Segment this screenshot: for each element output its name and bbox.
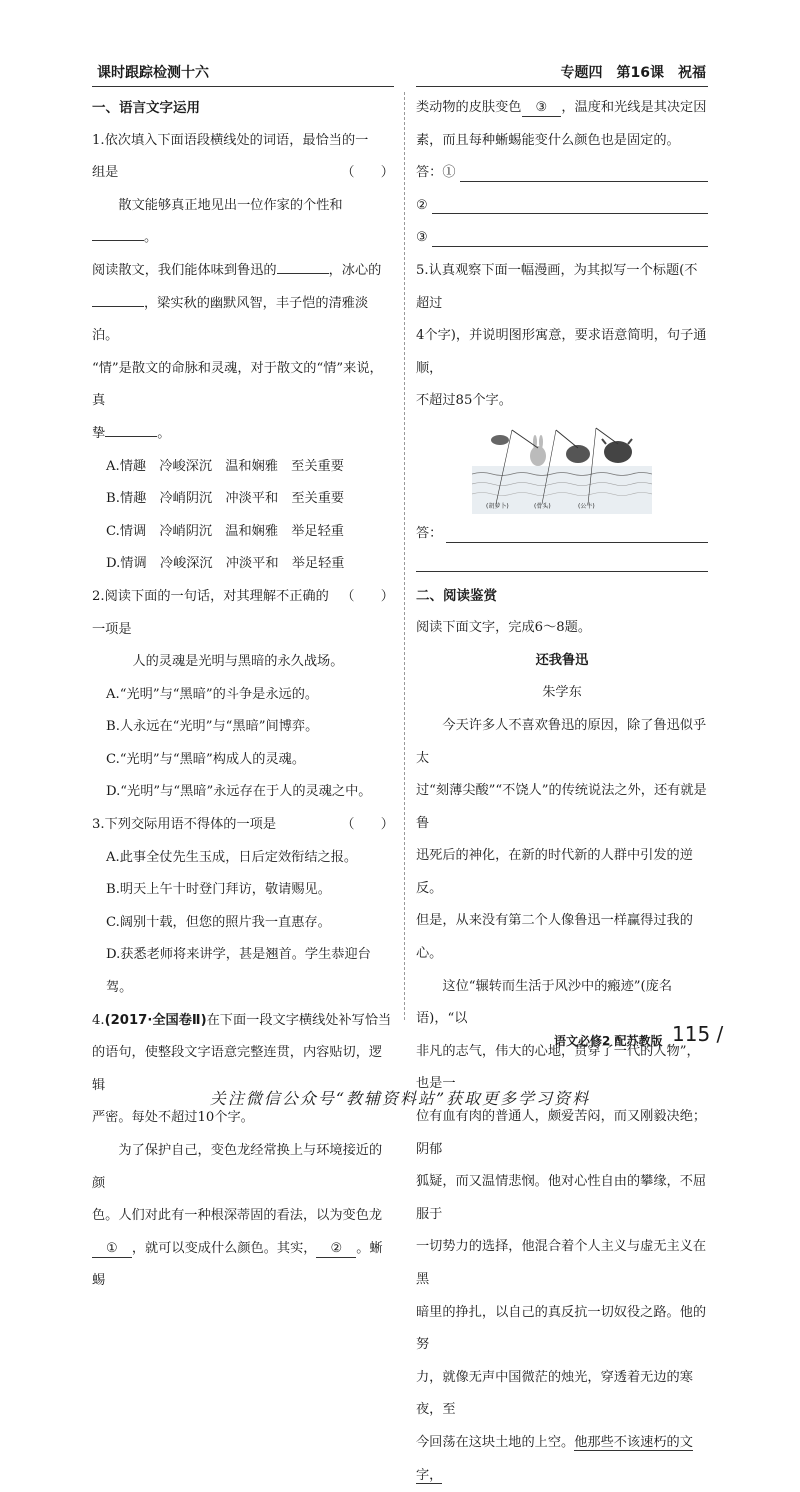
section-heading-2: 二、阅读鉴赏 bbox=[416, 587, 497, 604]
q1-passage-2b: ，冰心的 bbox=[328, 262, 382, 278]
article-author: 朱学东 bbox=[542, 685, 582, 701]
bull-figure bbox=[604, 441, 632, 463]
q1-answer-paren[interactable]: （ ） bbox=[341, 165, 394, 181]
q1-option-d: D.情调 冷峻深沉 冲淡平和 举足轻重 bbox=[106, 556, 345, 572]
q2-option-b: B.人永远在“光明”与“黑暗”间博弈。 bbox=[106, 719, 319, 735]
cartoon-label-bone: (骨头) bbox=[534, 502, 551, 510]
q3-option-c: C.阔别十载，但您的照片我一直惠存。 bbox=[106, 914, 331, 930]
q5-stem-2: 4个字)，并说明图形寓意，要求语意简明，句子通顺， bbox=[416, 328, 707, 376]
bird-figure bbox=[491, 435, 509, 445]
q4-stem-c: 严密。每处不超过10个字。 bbox=[92, 1110, 254, 1126]
q4-cont-1b: ，温度和光线是其决定因 bbox=[561, 100, 707, 115]
q1-passage-1-end: 。 bbox=[144, 230, 158, 246]
q4-answer-2-label: ② bbox=[416, 197, 428, 213]
q1-blank-4 bbox=[105, 422, 157, 437]
q5-answer-label: 答： bbox=[416, 525, 443, 541]
cartoon-label-bull: (公牛) bbox=[578, 502, 595, 510]
article-line: 但是，从来没有第二个人像鲁迅一样赢得过我的心。 bbox=[416, 913, 693, 962]
header-right: 专题四 第16课 祝福 bbox=[560, 65, 706, 81]
q3-option-a: A.此事全仗先生玉成，日后定效衔结之报。 bbox=[106, 849, 358, 865]
article-line: 今天许多人不喜欢鲁迅的原因，除了鲁迅似乎太 bbox=[416, 717, 707, 766]
q4-passage-2: 色。人们对此有一种根深蒂固的看法，以为变色龙 bbox=[92, 1208, 383, 1224]
q3-stem: 3.下列交际用语不得体的一项是 bbox=[92, 817, 277, 833]
reading-intro: 阅读下面文字，完成6～8题。 bbox=[416, 620, 592, 636]
q4-passage-3a: ，就可以变成什么颜色。其实， bbox=[131, 1240, 317, 1256]
rabbit-figure bbox=[530, 446, 546, 466]
q5-answer-line-1[interactable] bbox=[446, 522, 708, 543]
page-number: 115 / bbox=[672, 1022, 724, 1046]
q4-blank-2: ② bbox=[316, 1241, 356, 1258]
article-paragraph-1 bbox=[416, 710, 708, 971]
q4-passage-1: 为了保护自己，变色龙经常换上与环境接近的颜 bbox=[92, 1143, 383, 1191]
q2-answer-paren[interactable]: （ ） bbox=[341, 588, 394, 604]
question-1 bbox=[92, 125, 394, 581]
q1-blank-1 bbox=[92, 226, 144, 241]
q4-stem-a: 在下面一段文字横线处补写恰当 bbox=[206, 1012, 392, 1028]
question-4 bbox=[92, 1005, 394, 1298]
q2-option-d: D.“光明”与“黑暗”永远存在于人的灵魂之中。 bbox=[106, 784, 372, 800]
column-divider bbox=[404, 92, 405, 1020]
article-line-end: 今回荡在这块土地的上空。 bbox=[416, 1434, 575, 1450]
article-underlined-sentence: 他那些不该速朽的文字， bbox=[416, 1434, 693, 1483]
q4-stem-b: 的语句，使整段文字语意完整连贯，内容贴切，逻辑 bbox=[92, 1045, 383, 1093]
q5-answer-line-2[interactable] bbox=[416, 551, 708, 572]
q4-blank-3: ③ bbox=[522, 100, 562, 117]
q1-passage-2a: 阅读散文，我们能体味到鲁迅的 bbox=[92, 262, 277, 278]
header-rule-left bbox=[92, 86, 394, 87]
question-2 bbox=[92, 581, 394, 809]
q4-cont-2: 素，而且每种蜥蜴能变什么颜色也是固定的。 bbox=[416, 132, 680, 148]
q5-stem-3: 不超过85个字。 bbox=[416, 393, 512, 409]
q1-passage-4: “情”是散文的命脉和灵魂，对于散文的“情”来说，真 bbox=[92, 360, 383, 409]
q4-number: 4. bbox=[92, 1012, 105, 1028]
q1-blank-2 bbox=[277, 259, 329, 274]
q1-passage-3: ，梁实秋的幽默风智，丰子恺的清雅淡泊。 bbox=[92, 295, 369, 344]
q1-option-b: B.情趣 冷峭阴沉 冲淡平和 至关重要 bbox=[106, 491, 345, 507]
cartoon-label-carrot: (胡萝卜) bbox=[486, 502, 509, 510]
q2-quote: 人的灵魂是光明与黑暗的永久战场。 bbox=[132, 654, 344, 670]
article-line: 力，就像无声中国微茫的烛光，穿透着无边的寒夜，至 bbox=[416, 1369, 693, 1418]
fishing-cartoon-image bbox=[472, 426, 652, 514]
right-column bbox=[416, 92, 708, 1492]
article-line: 暗里的挣扎，以自己的真反抗一切奴役之路。他的努 bbox=[416, 1304, 707, 1353]
left-column bbox=[92, 92, 394, 1298]
section-heading-1: 一、语言文字运用 bbox=[92, 100, 200, 116]
footer-note: 关注微信公众号“教辅资料站”获取更多学习资料 bbox=[209, 1089, 591, 1108]
q1-option-c: C.情调 冷峭阴沉 温和娴雅 举足轻重 bbox=[106, 523, 344, 539]
q4-answer-1-label: 答：① bbox=[416, 165, 456, 181]
q1-stem-b: 组是 bbox=[92, 165, 119, 181]
article-line: 这位“辗转而生活于风沙中的瘢迹”(庞名语)，“以 bbox=[416, 978, 673, 1027]
question-3 bbox=[92, 809, 394, 1005]
question-5 bbox=[416, 255, 708, 572]
q5-stem-1: 5.认真观察下面一幅漫画，为其拟写一个标题(不超过 bbox=[416, 262, 698, 311]
header-rule-right bbox=[416, 86, 708, 87]
q3-option-d: D.获悉老师将来讲学，甚是翘首。学生恭迎台驾。 bbox=[106, 947, 371, 996]
q3-answer-paren[interactable]: （ ） bbox=[341, 817, 394, 833]
article-line: 位有血有肉的普通人，颇爱苦闷，而又刚毅决绝；阴郁 bbox=[416, 1109, 707, 1157]
q4-blank-1: ① bbox=[92, 1241, 132, 1258]
q4-answer-1-line[interactable] bbox=[460, 161, 708, 182]
article-line: 狐疑，而又温情悲悯。他对心性自由的攀缘，不屈服于 bbox=[416, 1174, 707, 1222]
article-line: 一切势力的选择，他混合着个人主义与虚无主义在黑 bbox=[416, 1239, 707, 1287]
q2-stem: 2.阅读下面的一句话，对其理解不正确的一项是 bbox=[92, 588, 329, 637]
q4-passage-3b: 。蜥蜴 bbox=[92, 1240, 383, 1289]
q4-answer-3-label: ③ bbox=[416, 230, 428, 246]
article-line: 迅死后的神化，在新的时代新的人群中引发的逆反。 bbox=[416, 848, 693, 896]
q4-source-tag: (2017·全国卷Ⅱ) bbox=[104, 1012, 207, 1028]
article-line: 过“刻薄尖酸”“不饶人”的传统说法之外，还有就是鲁 bbox=[416, 783, 707, 831]
q1-passage-1: 散文能够真正地见出一位作家的个性和 bbox=[118, 197, 343, 213]
article-line: 非凡的志气，伟大的心地，贯穿了一代的人物”，也是一 bbox=[416, 1043, 700, 1092]
q4-answer-3-line[interactable] bbox=[432, 226, 708, 247]
q1-blank-3 bbox=[92, 292, 144, 307]
q4-cont-1a: 类动物的皮肤变色 bbox=[416, 100, 522, 115]
q4-answer-2-line[interactable] bbox=[432, 193, 708, 214]
article-title: 还我鲁迅 bbox=[535, 652, 589, 668]
q1-passage-5-end: 。 bbox=[157, 425, 171, 441]
q2-option-c: C.“光明”与“黑暗”构成人的灵魂。 bbox=[106, 751, 306, 767]
q2-option-a: A.“光明”与“黑暗”的斗争是永远的。 bbox=[106, 686, 319, 702]
header-left: 课时跟踪检测十六 bbox=[97, 65, 209, 81]
q1-passage-5: 挚 bbox=[92, 425, 106, 441]
book-tag: 语文必修2 配苏教版 bbox=[554, 1034, 663, 1048]
q1-stem-a: 1.依次填入下面语段横线处的词语，最恰当的一 bbox=[92, 132, 369, 148]
q3-option-b: B.明天上午十时登门拜访，敬请赐见。 bbox=[106, 882, 331, 898]
q1-option-a: A.情趣 冷峻深沉 温和娴雅 至关重要 bbox=[106, 458, 344, 474]
